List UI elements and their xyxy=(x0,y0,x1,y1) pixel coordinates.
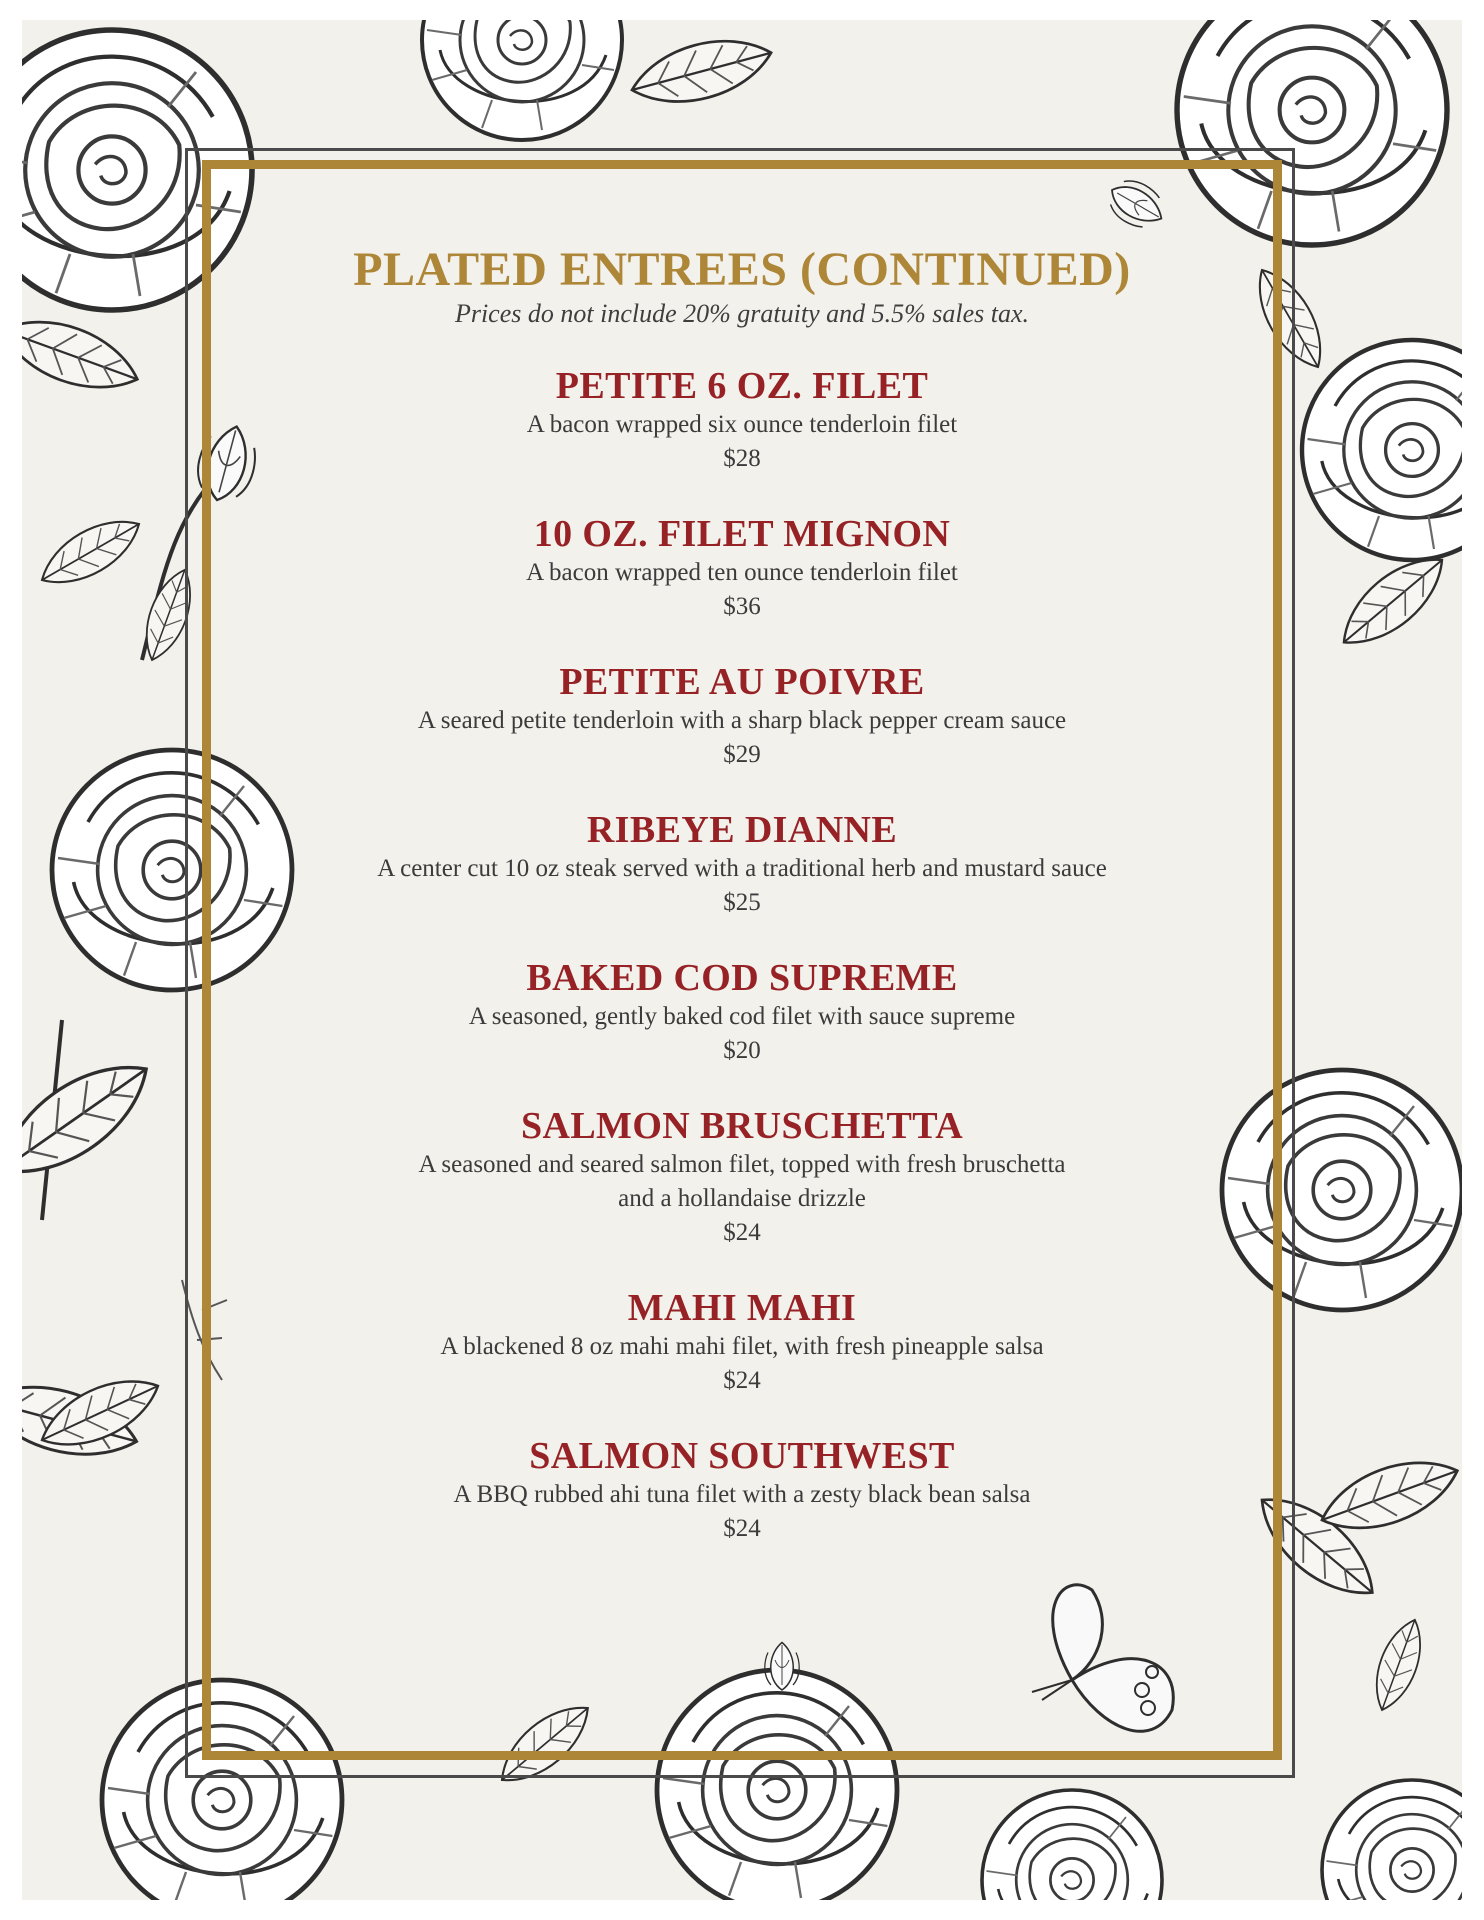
menu-item-name: SALMON SOUTHWEST xyxy=(529,1435,955,1477)
menu-item xyxy=(222,364,1262,476)
menu-item-description xyxy=(222,1478,1262,1512)
menu-item-description xyxy=(222,852,1262,886)
page-title: PLATED ENTREES (CONTINUED) xyxy=(353,243,1131,296)
menu-item-price: $24 xyxy=(723,1219,761,1246)
menu-item-price: $24 xyxy=(723,1515,761,1542)
menu-item-price: $28 xyxy=(723,445,761,472)
menu-item-name: 10 OZ. FILET MIGNON xyxy=(533,513,951,555)
menu-item-price: $20 xyxy=(723,1037,761,1064)
menu-item-description-line: A bacon wrapped six ounce tenderloin filet xyxy=(526,411,958,438)
menu-page xyxy=(22,20,1462,1900)
menu-item xyxy=(222,1286,1262,1398)
menu-item-price: $29 xyxy=(723,741,761,768)
menu-item xyxy=(222,1434,1262,1546)
menu-item-description xyxy=(222,1148,1262,1216)
menu-item-name: PETITE 6 OZ. FILET xyxy=(555,365,929,407)
menu-content xyxy=(222,242,1262,1546)
menu-item-description xyxy=(222,704,1262,738)
menu-item-description xyxy=(222,1330,1262,1364)
menu-item-price: $24 xyxy=(723,1367,761,1394)
menu-item-description-line: A seared petite tenderloin with a sharp black pepper cream sauce xyxy=(417,707,1067,734)
menu-item-price: $36 xyxy=(723,593,761,620)
menu-item-name: RIBEYE DIANNE xyxy=(586,809,898,851)
menu-item-description-line: A blackened 8 oz mahi mahi filet, with fresh pineapple salsa xyxy=(440,1333,1044,1360)
menu-item xyxy=(222,512,1262,624)
menu-item xyxy=(222,1104,1262,1250)
menu-item xyxy=(222,808,1262,920)
menu-item-list xyxy=(222,364,1262,1546)
menu-item-name: SALMON BRUSCHETTA xyxy=(520,1105,964,1147)
menu-item-description xyxy=(222,556,1262,590)
menu-item-description-line: A seasoned, gently baked cod filet with sauce supreme xyxy=(468,1003,1016,1030)
menu-item-name: PETITE AU POIVRE xyxy=(559,661,925,703)
menu-item-description xyxy=(222,1000,1262,1034)
menu-item-description xyxy=(222,408,1262,442)
menu-item-description-line: A bacon wrapped ten ounce tenderloin filet xyxy=(526,559,958,586)
price-note: Prices do not include 20% gratuity and 5.5% sales tax. xyxy=(454,299,1030,328)
menu-item-name: MAHI MAHI xyxy=(627,1287,857,1329)
menu-item-description-line: A seasoned and seared salmon filet, topped with fresh bruschetta xyxy=(418,1151,1066,1178)
menu-item-description-line: A BBQ rubbed ahi tuna filet with a zesty black bean salsa xyxy=(453,1481,1031,1508)
menu-item xyxy=(222,956,1262,1068)
menu-item-price: $25 xyxy=(723,889,761,916)
menu-item-description-line: and a hollandaise drizzle xyxy=(618,1185,866,1212)
menu-item-description-line: A center cut 10 oz steak served with a traditional herb and mustard sauce xyxy=(377,855,1107,882)
menu-item-name: BAKED COD SUPREME xyxy=(526,957,958,999)
menu-item xyxy=(222,660,1262,772)
